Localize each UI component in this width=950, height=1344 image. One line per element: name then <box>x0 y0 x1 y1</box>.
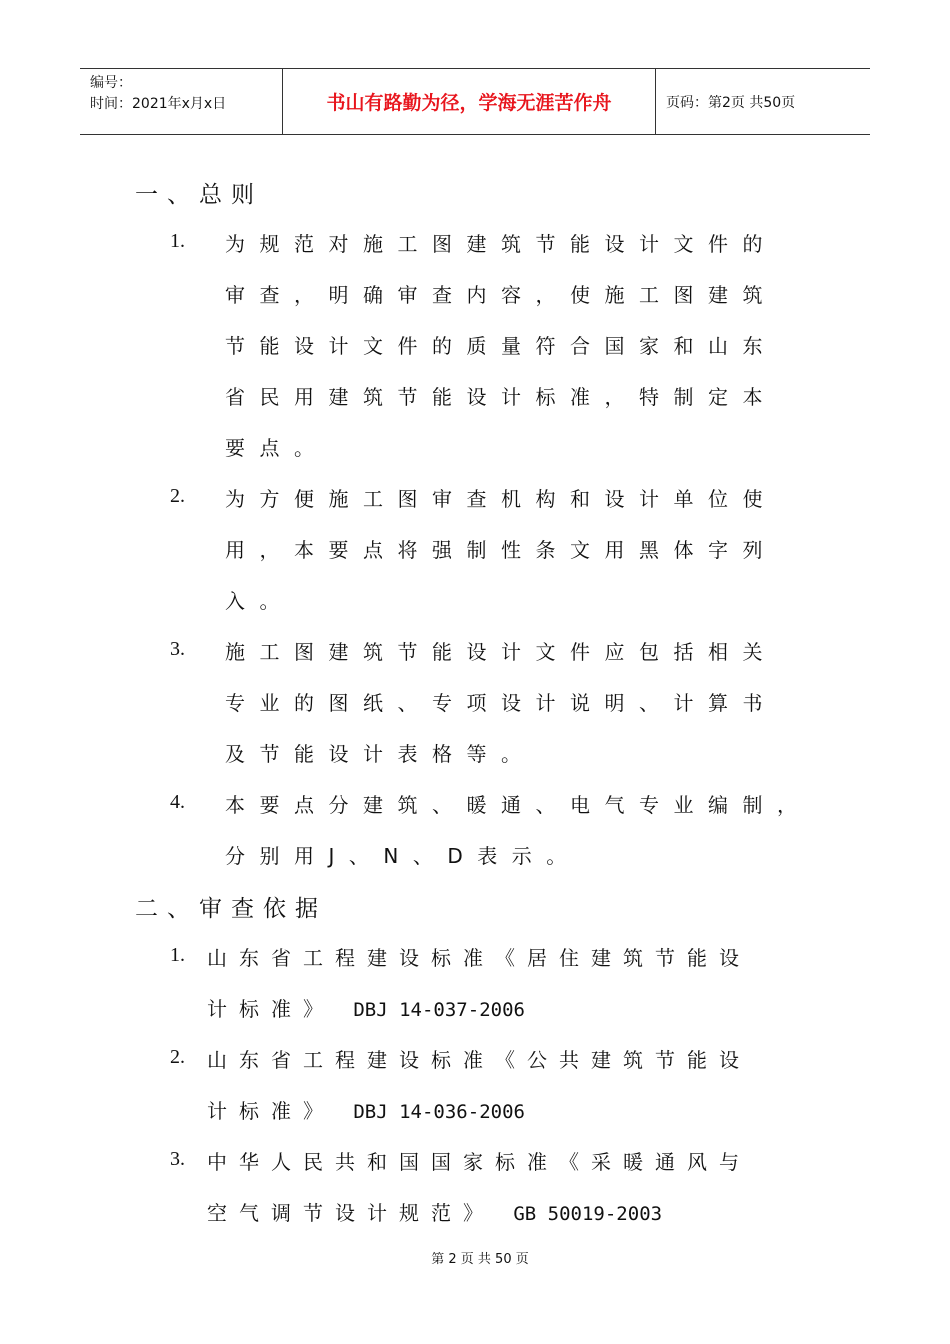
paragraph-line <box>207 1095 525 1124</box>
paragraph-line: 分别用J、N、D表示。 <box>225 844 581 868</box>
header-code-label: 编号： <box>90 75 132 91</box>
section-heading-basis: 二、审查依据 <box>135 896 327 922</box>
item-number: 2. <box>170 1046 185 1068</box>
paragraph-line: 省民用建筑节能设计标准，特制定本 <box>225 385 777 409</box>
standard-title-end: 空气调节设计规范》 <box>207 1201 495 1225</box>
paragraph-line: 审查，明确审查内容，使施工图建筑 <box>225 283 777 307</box>
item-number: 2. <box>170 485 185 507</box>
paragraph-line <box>207 1197 662 1226</box>
paragraph-line: 为方便施工图审查机构和设计单位使 <box>225 487 777 511</box>
paragraph-line: 节能设计文件的质量符合国家和山东 <box>225 334 777 358</box>
paragraph-line: 专业的图纸、专项设计说明、计算书 <box>225 691 777 715</box>
paragraph-line: 为规范对施工图建筑节能设计文件的 <box>225 232 777 256</box>
item-number: 1. <box>170 944 185 966</box>
item-number: 4. <box>170 791 185 813</box>
paragraph-line: 山东省工程建设标准《公共建筑节能设 <box>207 1048 751 1072</box>
section-heading-general: 一、总则 <box>135 182 263 208</box>
standard-code: DBJ 14-037-2006 <box>353 999 525 1021</box>
paragraph-line: 入。 <box>225 589 294 613</box>
header-page-number: 页码：第2页 共50页 <box>666 94 796 111</box>
paragraph-line: 及节能设计表格等。 <box>225 742 536 766</box>
standard-title-end: 计标准》 <box>207 1099 335 1123</box>
standard-code: DBJ 14-036-2006 <box>353 1101 525 1123</box>
paragraph-line: 山东省工程建设标准《居住建筑节能设 <box>207 946 751 970</box>
paragraph-line <box>207 993 525 1022</box>
page-footer: 第 2 页 共 50 页 <box>431 1252 529 1267</box>
header-motto: 书山有路勤为径，学海无涯苦作舟 <box>282 69 656 134</box>
paragraph-line: 用，本要点将强制性条文用黑体字列 <box>225 538 777 562</box>
paragraph-line: 施工图建筑节能设计文件应包括相关 <box>225 640 777 664</box>
item-number: 3. <box>170 1148 185 1170</box>
paragraph-line: 本要点分建筑、暖通、电气专业编制， <box>225 793 812 817</box>
header-time-label: 时间：2021年x月x日 <box>90 96 227 112</box>
paragraph-line: 要点。 <box>225 436 329 460</box>
paragraph-line: 中华人民共和国国家标准《采暖通风与 <box>207 1150 751 1174</box>
standard-code: GB 50019-2003 <box>513 1203 663 1225</box>
standard-title-end: 计标准》 <box>207 997 335 1021</box>
item-number: 3. <box>170 638 185 660</box>
item-number: 1. <box>170 230 185 252</box>
